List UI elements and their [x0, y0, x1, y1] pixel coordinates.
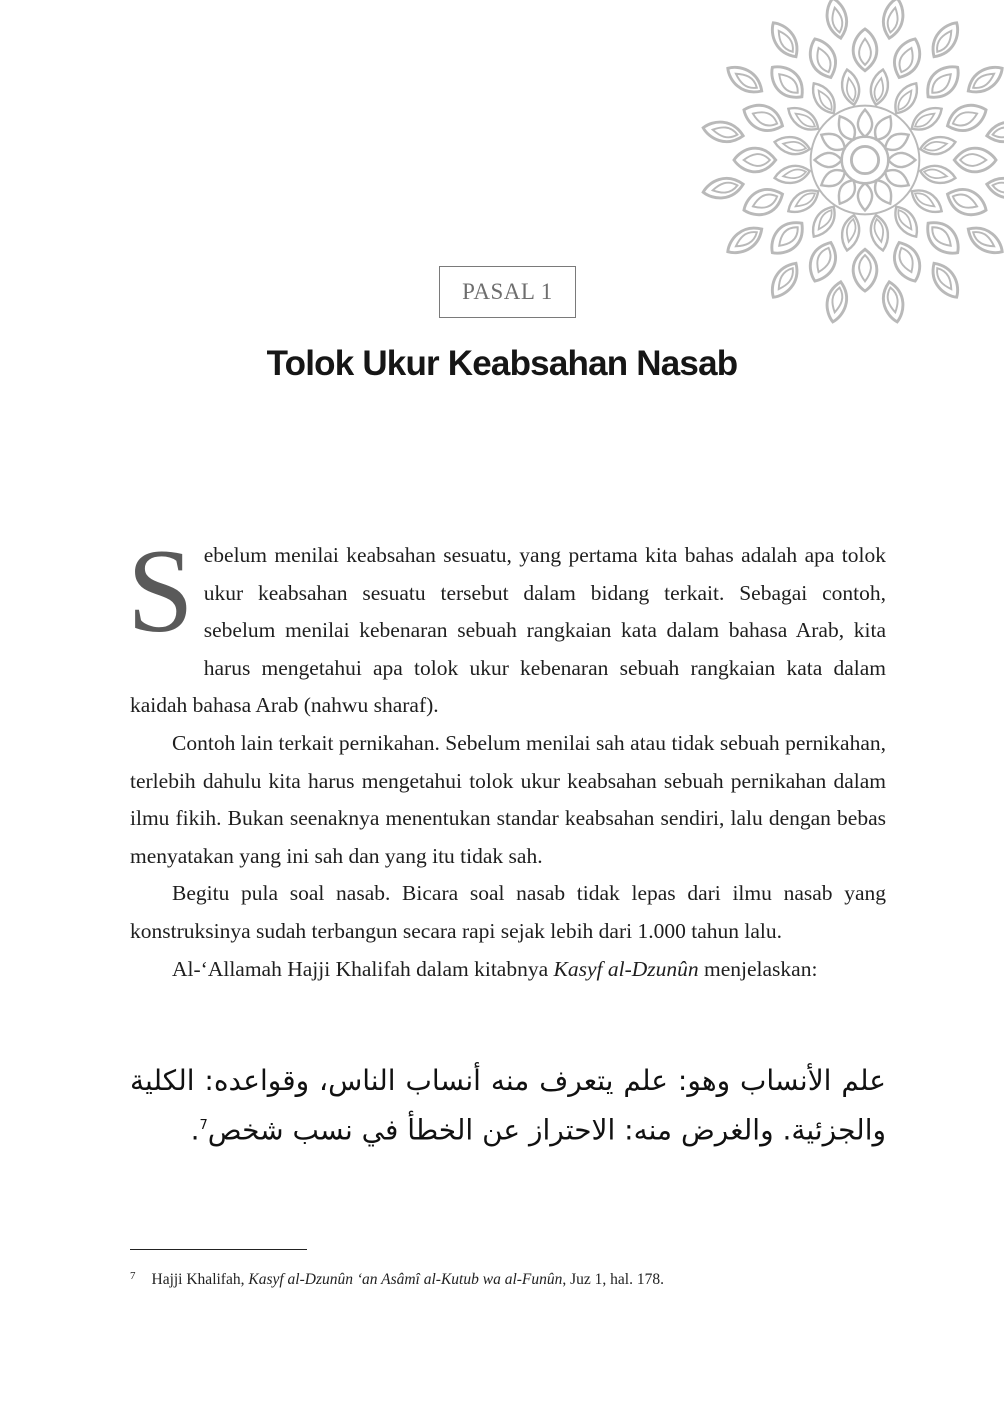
- book-title: Kasyf al-Dzunûn: [553, 956, 699, 981]
- footnote-number: 7: [130, 1270, 136, 1282]
- paragraph-4-lead: Al-‘Allamah Hajji Khalifah dalam kitabnya: [172, 956, 554, 981]
- paragraph-1: [127, 524, 886, 725]
- footnote-rest: , Juz 1, hal. 178.: [562, 1271, 664, 1288]
- chapter-label-box: [439, 266, 576, 318]
- footnote-title: Kasyf al-Dzunûn ‘an Asâmî al-Kutub wa al-Funûn: [248, 1271, 563, 1288]
- footnote-author: Hajji Khalifah,: [151, 1271, 249, 1288]
- footnote-ref[interactable]: 7: [199, 1118, 208, 1133]
- paragraph-4-tail: menjelaskan:: [698, 956, 818, 981]
- arabic-quote-end: .: [190, 1113, 200, 1147]
- paragraph-2: Contoh lain terkait pernikahan. Sebelum menilai sah atau tidak sebuah pernikahan, terlebih dahulu kita harus mengetahui tolok ukur keabsahan sebuah pernikahan dalam ilmu fikih. Bukan seenaknya menentukan standar keabsahan sendiri, lalu dengan bebas menyatakan yang ini sah dan yang itu tidak sah.: [130, 730, 886, 868]
- chapter-title: Tolok Ukur Keabsahan Nasab: [266, 344, 738, 383]
- body-text: [127, 524, 886, 988]
- mandala-ornament-icon: [700, 0, 1004, 350]
- drop-cap: S: [127, 524, 194, 657]
- footnote: [130, 1266, 890, 1290]
- arabic-quote: [130, 1058, 886, 1152]
- paragraph-1-text: ebelum menilai keabsahan sesuatu, yang pertama kita bahas adalah apa tolok ukur keabsahan sesuatu tersebut dalam bidang terkait. Sebagai contoh, sebelum menilai kebenaran sebuah rangkaian kata dalam bahasa Arab, kita harus mengetahui apa tolok ukur kebenaran sebuah rangkaian kata dalam kaidah bahasa Arab (nahwu sharaf).: [130, 543, 886, 718]
- arabic-quote-text: علم الأنساب وهو: علم يتعرف منه أنساب الناس، وقواعده: الكلية والجزئية. والغرض منه: الاحتراز عن الخطأ في نسب شخص: [130, 1064, 886, 1147]
- chapter-label: PASAL 1: [462, 279, 553, 304]
- paragraph-3: Begitu pula soal nasab. Bicara soal nasab tidak lepas dari ilmu nasab yang konstruksinya sudah terbangun secara rapi sejak lebih dari 1.000 tahun lalu.: [130, 881, 886, 943]
- paragraph-4: [130, 951, 886, 989]
- footnote-divider: [130, 1249, 307, 1250]
